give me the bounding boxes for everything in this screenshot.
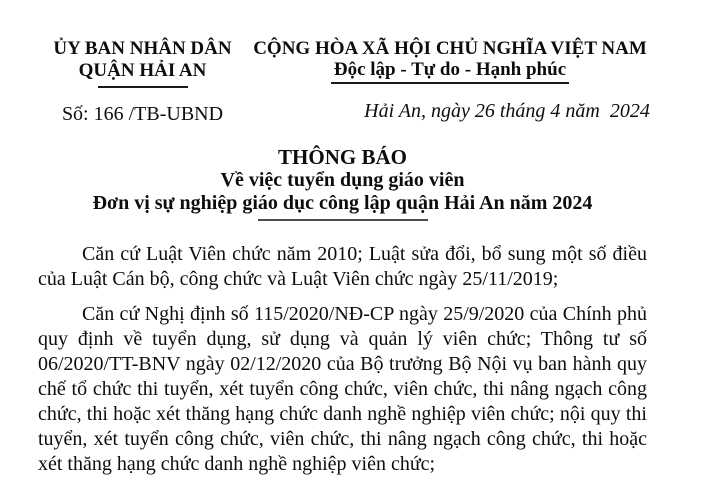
- document-body: [38, 242, 647, 477]
- title-underline: [258, 219, 428, 221]
- document-subtitle-line1: Về việc tuyển dụng giáo viên: [220, 169, 465, 191]
- issuing-authority-line2: QUẬN HẢI AN: [78, 60, 207, 81]
- issuing-authority-line1: ỦY BAN NHÂN DÂN: [53, 38, 232, 59]
- national-motto-line2-wrap: [245, 60, 655, 84]
- national-motto-line2: Độc lập - Tự do - Hạnh phúc: [331, 60, 569, 84]
- national-header-block: [245, 38, 655, 126]
- document-header: [0, 0, 721, 126]
- document-subtitle-line2: Đơn vị sự nghiệp giáo dục công lập quận Hải An năm 2024: [92, 192, 593, 214]
- national-motto-line1: CỘNG HÒA XÃ HỘI CHỦ NGHĨA VIỆT NAM: [253, 38, 647, 59]
- issuing-authority-underline: [98, 86, 188, 88]
- place-and-date: Hải An, ngày 26 tháng 4 năm 2024: [364, 100, 650, 122]
- document-title-block: [38, 146, 647, 221]
- body-paragraph: Căn cứ Nghị định số 115/2020/NĐ-CP ngày 25/9/2020 của Chính phủ quy định về tuyển dụng, sử dụng và quản lý viên chức; Thông tư số 06/2020/TT-BNV ngày 02/12/2020 của Bộ trưởng Bộ Nội vụ ban hành quy chế tổ chức thi tuyển, xét tuyển công chức, viên chức, thi nâng ngạch công chức, thi hoặc xét thăng hạng chức danh nghề nghiệp viên chức; nội quy thi tuyển, xét tuyển công chức, viên chức, thi nâng ngạch công chức, thi hoặc xét thăng hạng chức danh nghề nghiệp viên chức;: [38, 303, 647, 475]
- issuing-authority-block: [40, 38, 245, 126]
- document-number: Số: 166 /TB-UBND: [61, 103, 224, 125]
- body-paragraph: Căn cứ Luật Viên chức năm 2010; Luật sửa đổi, bổ sung một số điều của Luật Cán bộ, công chức và Luật Viên chức ngày 25/11/2019;: [38, 243, 647, 290]
- document-title: THÔNG BÁO: [278, 145, 407, 169]
